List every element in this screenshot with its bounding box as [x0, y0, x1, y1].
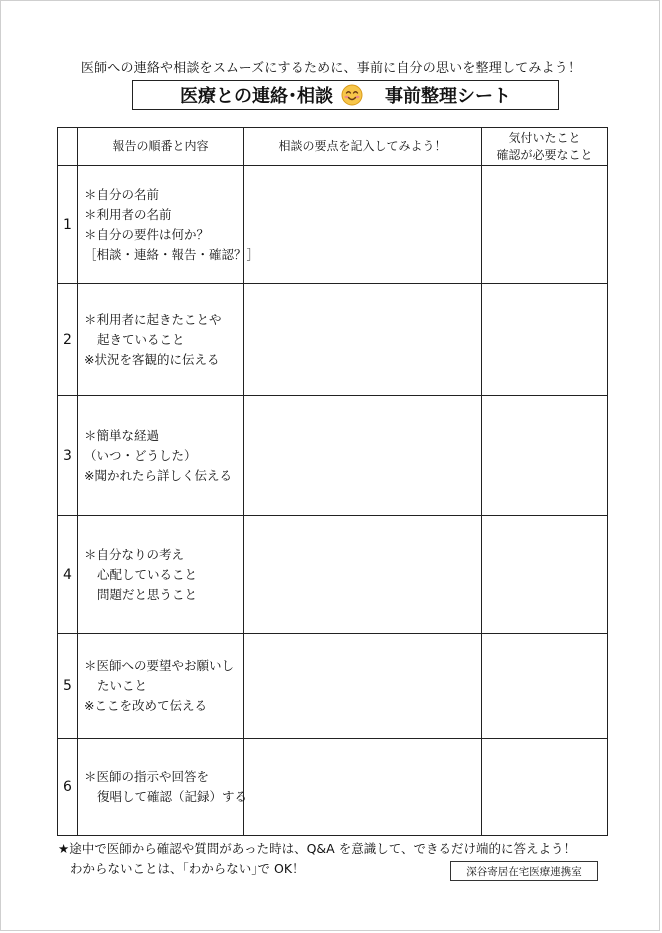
sheet-title	[132, 80, 559, 110]
content-line: 問題だと思うこと	[97, 586, 198, 602]
row-content	[78, 739, 248, 836]
content-line: ＊自分の名前	[84, 186, 160, 202]
table-row	[58, 634, 608, 739]
notes-input-cell[interactable]	[482, 284, 608, 396]
header-key-points: 相談の要点を記入してみよう！	[244, 128, 482, 166]
content-line: ＊簡単な経過	[84, 427, 160, 443]
notes-input-cell[interactable]	[482, 396, 608, 516]
footer-tip: ★途中で医師から確認や質問があった時は、Q&A を意識して、できるだけ端的に答えよう！	[58, 841, 576, 856]
content-line: ※ここを改めて伝える	[84, 698, 207, 713]
row-number: 2	[58, 284, 78, 396]
notes-input-cell[interactable]	[482, 166, 608, 284]
row-content	[78, 634, 244, 739]
key-points-input-cell[interactable]	[244, 634, 482, 739]
table-row	[58, 739, 608, 836]
header-notes-line2: 確認が必要なこと	[496, 147, 593, 162]
content-line: 心配していること	[97, 566, 198, 582]
content-line: ※聞かれたら詳しく伝える	[84, 467, 232, 483]
notes-input-cell[interactable]	[482, 516, 608, 634]
smiley-face-icon	[341, 84, 363, 106]
row-number: 1	[58, 166, 78, 284]
row-number: 6	[58, 739, 78, 836]
table-row	[58, 166, 608, 284]
row-content	[78, 516, 244, 634]
key-points-input-cell[interactable]	[244, 516, 482, 634]
table-row	[58, 284, 608, 396]
table-row	[58, 396, 608, 516]
intro-text: 医師への連絡や相談をスムーズにするために、事前に自分の思いを整理してみよう！	[80, 61, 582, 76]
header-notes	[482, 128, 608, 166]
key-points-input-cell[interactable]	[244, 166, 482, 284]
title-left: 医療との連絡･相談	[180, 86, 333, 107]
content-line: ＊自分の要件は何か？	[84, 226, 210, 242]
row-number: 5	[58, 634, 78, 739]
content-line: ＊医師への要望やお願いし	[84, 658, 235, 673]
notes-input-cell[interactable]	[482, 739, 608, 836]
title-right: 事前整理シート	[385, 86, 511, 107]
content-line: ＊利用者に起きたことや	[84, 311, 222, 327]
content-line: ※状況を客観的に伝える	[84, 351, 220, 367]
header-num	[58, 128, 78, 166]
content-line: 復唱して確認（記録）する	[97, 789, 248, 804]
content-line: たいこと	[97, 678, 148, 693]
organization-label: 深谷寄居在宅医療連携室	[450, 861, 598, 881]
table-header-row	[58, 128, 608, 166]
content-line: ＊自分なりの考え	[84, 546, 185, 562]
row-content	[78, 284, 244, 396]
content-line: 起きていること	[97, 331, 185, 347]
notes-input-cell[interactable]	[482, 634, 608, 739]
content-line: （いつ・どうした）	[84, 447, 197, 463]
footer-tip-2: わからないことは、｢わからない｣で OK！	[70, 861, 305, 876]
header-order-content: 報告の順番と内容	[78, 128, 244, 166]
header-notes-line1: 気付いたこと	[508, 130, 581, 145]
key-points-input-cell[interactable]	[244, 284, 482, 396]
key-points-input-cell[interactable]	[244, 396, 482, 516]
table-row	[58, 516, 608, 634]
content-line: ＊利用者の名前	[84, 206, 172, 222]
content-line: ［相談・連絡・報告・確認？］	[84, 246, 260, 262]
row-number: 4	[58, 516, 78, 634]
row-content	[78, 166, 260, 284]
key-points-input-cell[interactable]	[244, 739, 482, 836]
row-number: 3	[58, 396, 78, 516]
row-content	[78, 396, 244, 516]
consultation-table	[57, 127, 608, 836]
content-line: ＊医師の指示や回答を	[84, 769, 210, 784]
